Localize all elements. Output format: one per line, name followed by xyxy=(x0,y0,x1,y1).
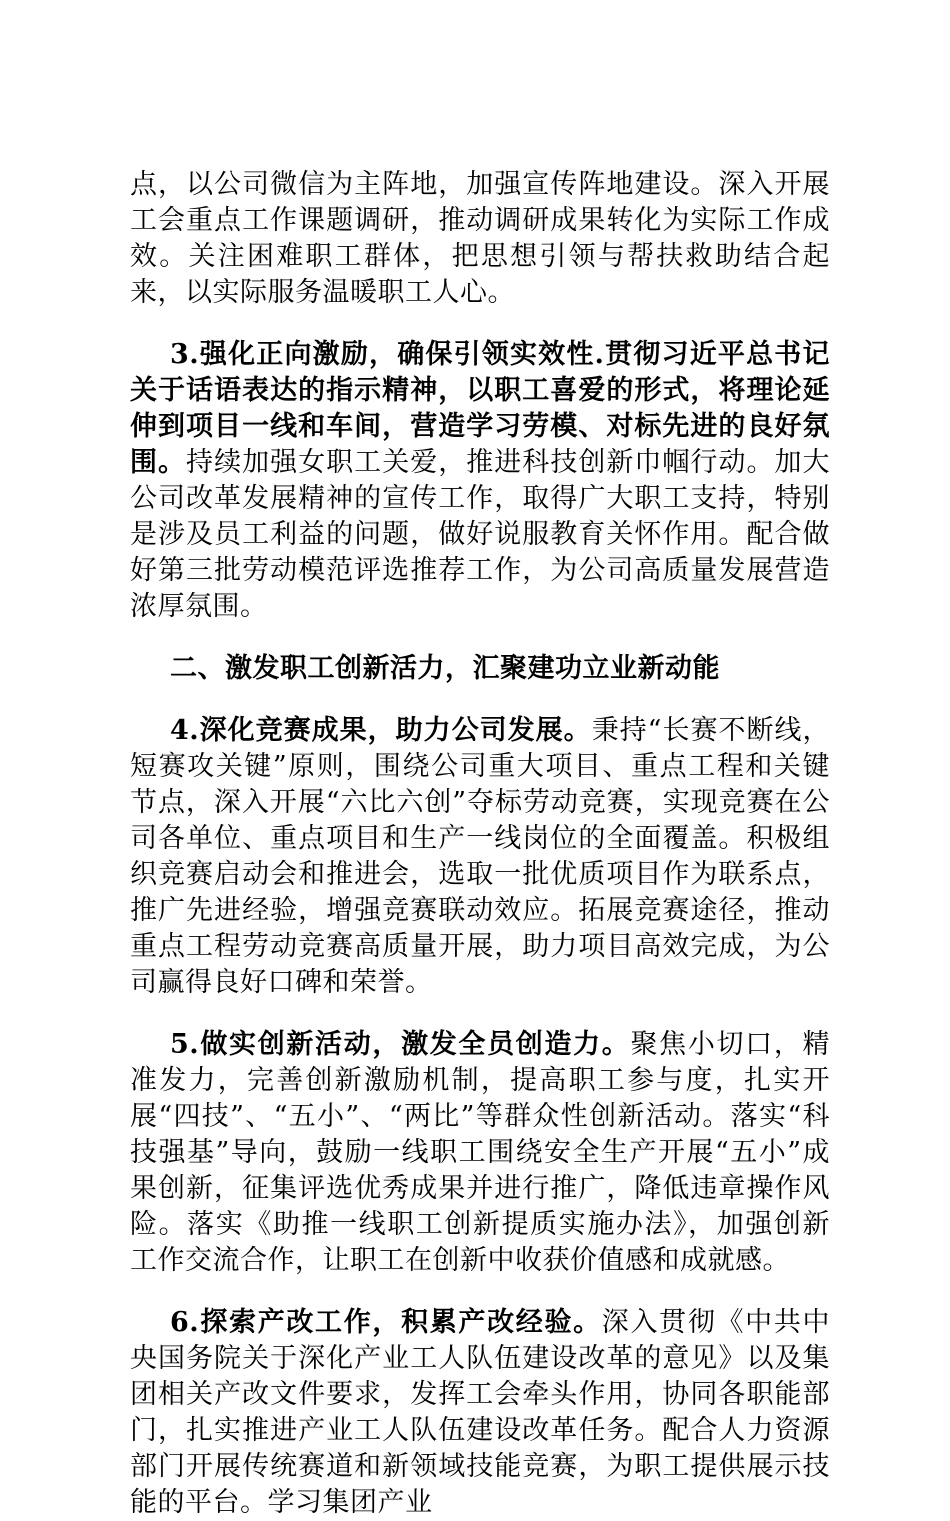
paragraph-lead: 4.深化竞赛成果，助力公司发展。 xyxy=(170,715,592,746)
paragraph-item-3 xyxy=(130,337,830,625)
paragraph-text: 秉持“长赛不断线，短赛攻关键”原则，围绕公司重大项目、重点工程和关键节点，深入开展“六比六创”夺标劳动竞赛，实现竞赛在公司各单位、重点项目和生产一线岗位的全面覆盖。积极组织竞赛启动会和推进会，选取一批优质项目作为联系点，推广先进经验，增强竞赛联动效应。拓展竞赛途径，推动重点工程劳动竞赛高质量开展，助力项目高效完成，为公司赢得良好口碑和荣誉。 xyxy=(130,715,830,998)
paragraph-continuation xyxy=(130,167,830,311)
paragraph-item-5 xyxy=(130,1027,830,1279)
document-body xyxy=(130,167,830,1521)
paragraph-item-4 xyxy=(130,713,830,1001)
paragraph-text: 聚焦小切口，精准发力，完善创新激励机制，提高职工参与度，扎实开展“四技”、“五小”、“两比”等群众性创新活动。落实“科技强基”导向，鼓励一线职工围绕安全生产开展“五小”成果创新，征集评选优秀成果并进行推广，降低违章操作风险。落实《助推一线职工创新提质实施办法》，加强创新工作交流合作，让职工在创新中收获价值感和成就感。 xyxy=(130,1029,831,1276)
paragraph-text: 持续加强女职工关爱，推进科技创新巾帼行动。加大公司改革发展精神的宣传工作，取得广大职工支持，特别是涉及员工利益的问题，做好说服教育关怀作用。配合做好第三批劳动模范评选推荐工作，为公司高质量发展营造浓厚氛围。 xyxy=(130,447,831,622)
paragraph-text: 点，以公司微信为主阵地，加强宣传阵地建设。深入开展工会重点工作课题调研，推动调研成果转化为实际工作成效。关注困难职工群体，把思想引领与帮扶救助结合起来，以实际服务温暖职工人心。 xyxy=(130,169,830,308)
paragraph-item-6 xyxy=(130,1305,830,1521)
paragraph-lead: 6.探索产改工作，积累产改经验。 xyxy=(170,1307,602,1338)
paragraph-lead: 5.做实创新活动，激发全员创造力。 xyxy=(170,1029,631,1060)
section-heading: 二、激发职工创新活力，汇聚建功立业新动能 xyxy=(170,653,720,684)
paragraph-lead: 3.强化正向激励，确保引领实效性.贯彻习近平总书记关于话语表达的指示精神，以职工喜爱的形式，将理论延伸到项目一线和车间，营造学习劳模、对标先进的良好氛围。 xyxy=(130,339,830,478)
paragraph-text: 深入贯彻《中共中央国务院关于深化产业工人队伍建设改革的意见》以及集团相关产改文件要求，发挥工会牵头作用，协同各职能部门，扎实推进产业工人队伍建设改革任务。配合人力资源部门开展传统赛道和新领域技能竞赛，为职工提供展示技能的平台。学习集团产业 xyxy=(130,1307,831,1518)
